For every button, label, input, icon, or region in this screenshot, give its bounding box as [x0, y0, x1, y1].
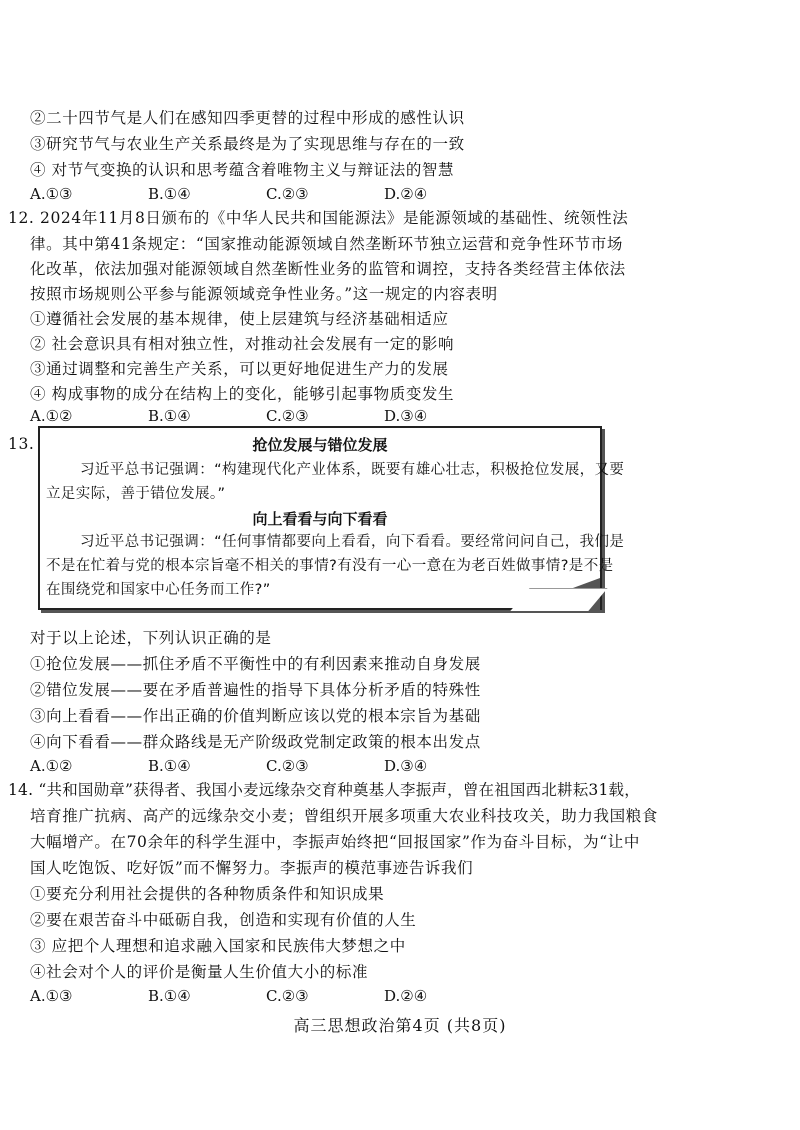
q12-item-2: ② 社会意识具有相对独立性，对推动社会发展有一定的影响: [30, 335, 455, 353]
q11-option-a: A.①③: [30, 185, 73, 203]
q13-box-para2-line-2: 不是在忙着与党的根本宗旨毫不相关的事情?有没有一心一意在为老百姓做事情?是不是: [46, 558, 614, 574]
q11-option-d: D.②④: [384, 185, 428, 203]
q14-stem-line-2: 培育推广抗病、高产的远缘杂交小麦；曾组织开展多项重大农业科技攻关，助力我国粮食: [30, 807, 658, 825]
q14-item-2: ②要在艰苦奋斗中砥砺自我，创造和实现有价值的人生: [30, 911, 417, 929]
q11-item-4: ④ 对节气变换的认识和思考蕴含着唯物主义与辩证法的智慧: [30, 161, 455, 179]
q12-option-b: B.①④: [148, 407, 191, 425]
q13-item-1: ①抢位发展——抓住矛盾不平衡性中的有利因素来推动自身发展: [30, 655, 481, 673]
q13-box-para2-line-1: 习近平总书记强调：“任何事情都要向上看看，向下看看。要经常问问自己，我们是: [80, 534, 625, 550]
q13-option-a: A.①②: [30, 757, 73, 775]
q12-stem-line-4: 按照市场规则公平参与能源领域竞争性业务。”这一规定的内容表明: [30, 285, 498, 303]
q14-option-c: C.②③: [266, 987, 309, 1005]
q13-option-b: B.①④: [148, 757, 191, 775]
q14-options: [30, 986, 502, 1006]
q11-item-2: ②二十四节气是人们在感知四季更替的过程中形成的感性认识: [30, 109, 465, 127]
q13-stem: 对于以上论述，下列认识正确的是: [30, 629, 272, 647]
q13-option-c: C.②③: [266, 757, 309, 775]
q13-box-para2-line-3: 在围绕党和国家中心任务而工作?”: [46, 582, 271, 598]
q14-stem-line-3: 大幅增产。在70余年的科学生涯中，李振声始终把“回报国家”作为奋斗目标，为“让中: [30, 833, 640, 851]
q13-box-para1-line-1: 习近平总书记强调：“构建现代化产业体系，既要有雄心壮志，积极抢位发展，又要: [80, 462, 625, 478]
q14-item-3: ③ 应把个人理想和追求融入国家和民族伟大梦想之中: [30, 937, 406, 955]
q14-option-a: A.①③: [30, 987, 73, 1005]
q13-options: [30, 756, 502, 776]
q12-item-3: ③通过调整和完善生产关系，可以更好地促进生产力的发展: [30, 360, 449, 378]
q13-number: 13.: [8, 435, 35, 453]
q11-options: [30, 184, 502, 204]
q12-option-c: C.②③: [266, 407, 309, 425]
q13-item-2: ②错位发展——要在矛盾普遍性的指导下具体分析矛盾的特殊性: [30, 681, 481, 699]
q11-option-c: C.②③: [266, 185, 309, 203]
q12-option-a: A.①②: [30, 407, 73, 425]
q13-box-para1-line-2: 立足实际，善于错位发展。”: [46, 486, 226, 502]
q11-item-3: ③研究节气与农业生产关系最终是为了实现思维与存在的一致: [30, 135, 465, 153]
q14-option-d: D.②④: [384, 987, 428, 1005]
q12-stem-line-1: 12. 2024年11月8日颁布的《中华人民共和国能源法》是能源领域的基础性、统领性法: [8, 209, 629, 227]
q14-stem-line-1: 14. “共和国勋章”获得者、我国小麦远缘杂交育种奠基人李振声，曾在祖国西北耕耘31载，: [8, 781, 640, 799]
q13-box-title-2: 向上看看与向下看看: [252, 510, 388, 528]
q14-option-b: B.①④: [148, 987, 191, 1005]
q13-item-3: ③向上看看——作出正确的价值判断应该以党的根本宗旨为基础: [30, 707, 481, 725]
q14-stem-line-4: 国人吃饱饭、吃好饭”而不懈努力。李振声的模范事迹告诉我们: [30, 859, 474, 877]
q13-box-title-1: 抢位发展与错位发展: [252, 436, 388, 454]
q14-item-4: ④社会对个人的评价是衡量人生价值大小的标准: [30, 963, 369, 981]
q13-option-d: D.③④: [384, 757, 428, 775]
page-footer: 高三思想政治第4页 (共8页): [293, 1016, 507, 1035]
q13-item-4: ④向下看看——群众路线是无产阶级政党制定政策的根本出发点: [30, 733, 481, 751]
q12-stem-line-2: 律。其中第41条规定：“国家推动能源领域自然垄断环节独立运营和竞争性环节市场: [30, 235, 623, 253]
q12-option-d: D.③④: [384, 407, 428, 425]
q12-options: [30, 406, 502, 426]
q12-stem-line-3: 化改革，依法加强对能源领域自然垄断性业务的监管和调控，支持各类经营主体依法: [30, 260, 626, 278]
q12-item-4: ④ 构成事物的成分在结构上的变化，能够引起事物质变发生: [30, 385, 455, 403]
q11-option-b: B.①④: [148, 185, 191, 203]
q14-item-1: ①要充分利用社会提供的各种物质条件和知识成果: [30, 885, 385, 903]
q12-item-1: ①遵循社会发展的基本规律，使上层建筑与经济基础相适应: [30, 310, 449, 328]
